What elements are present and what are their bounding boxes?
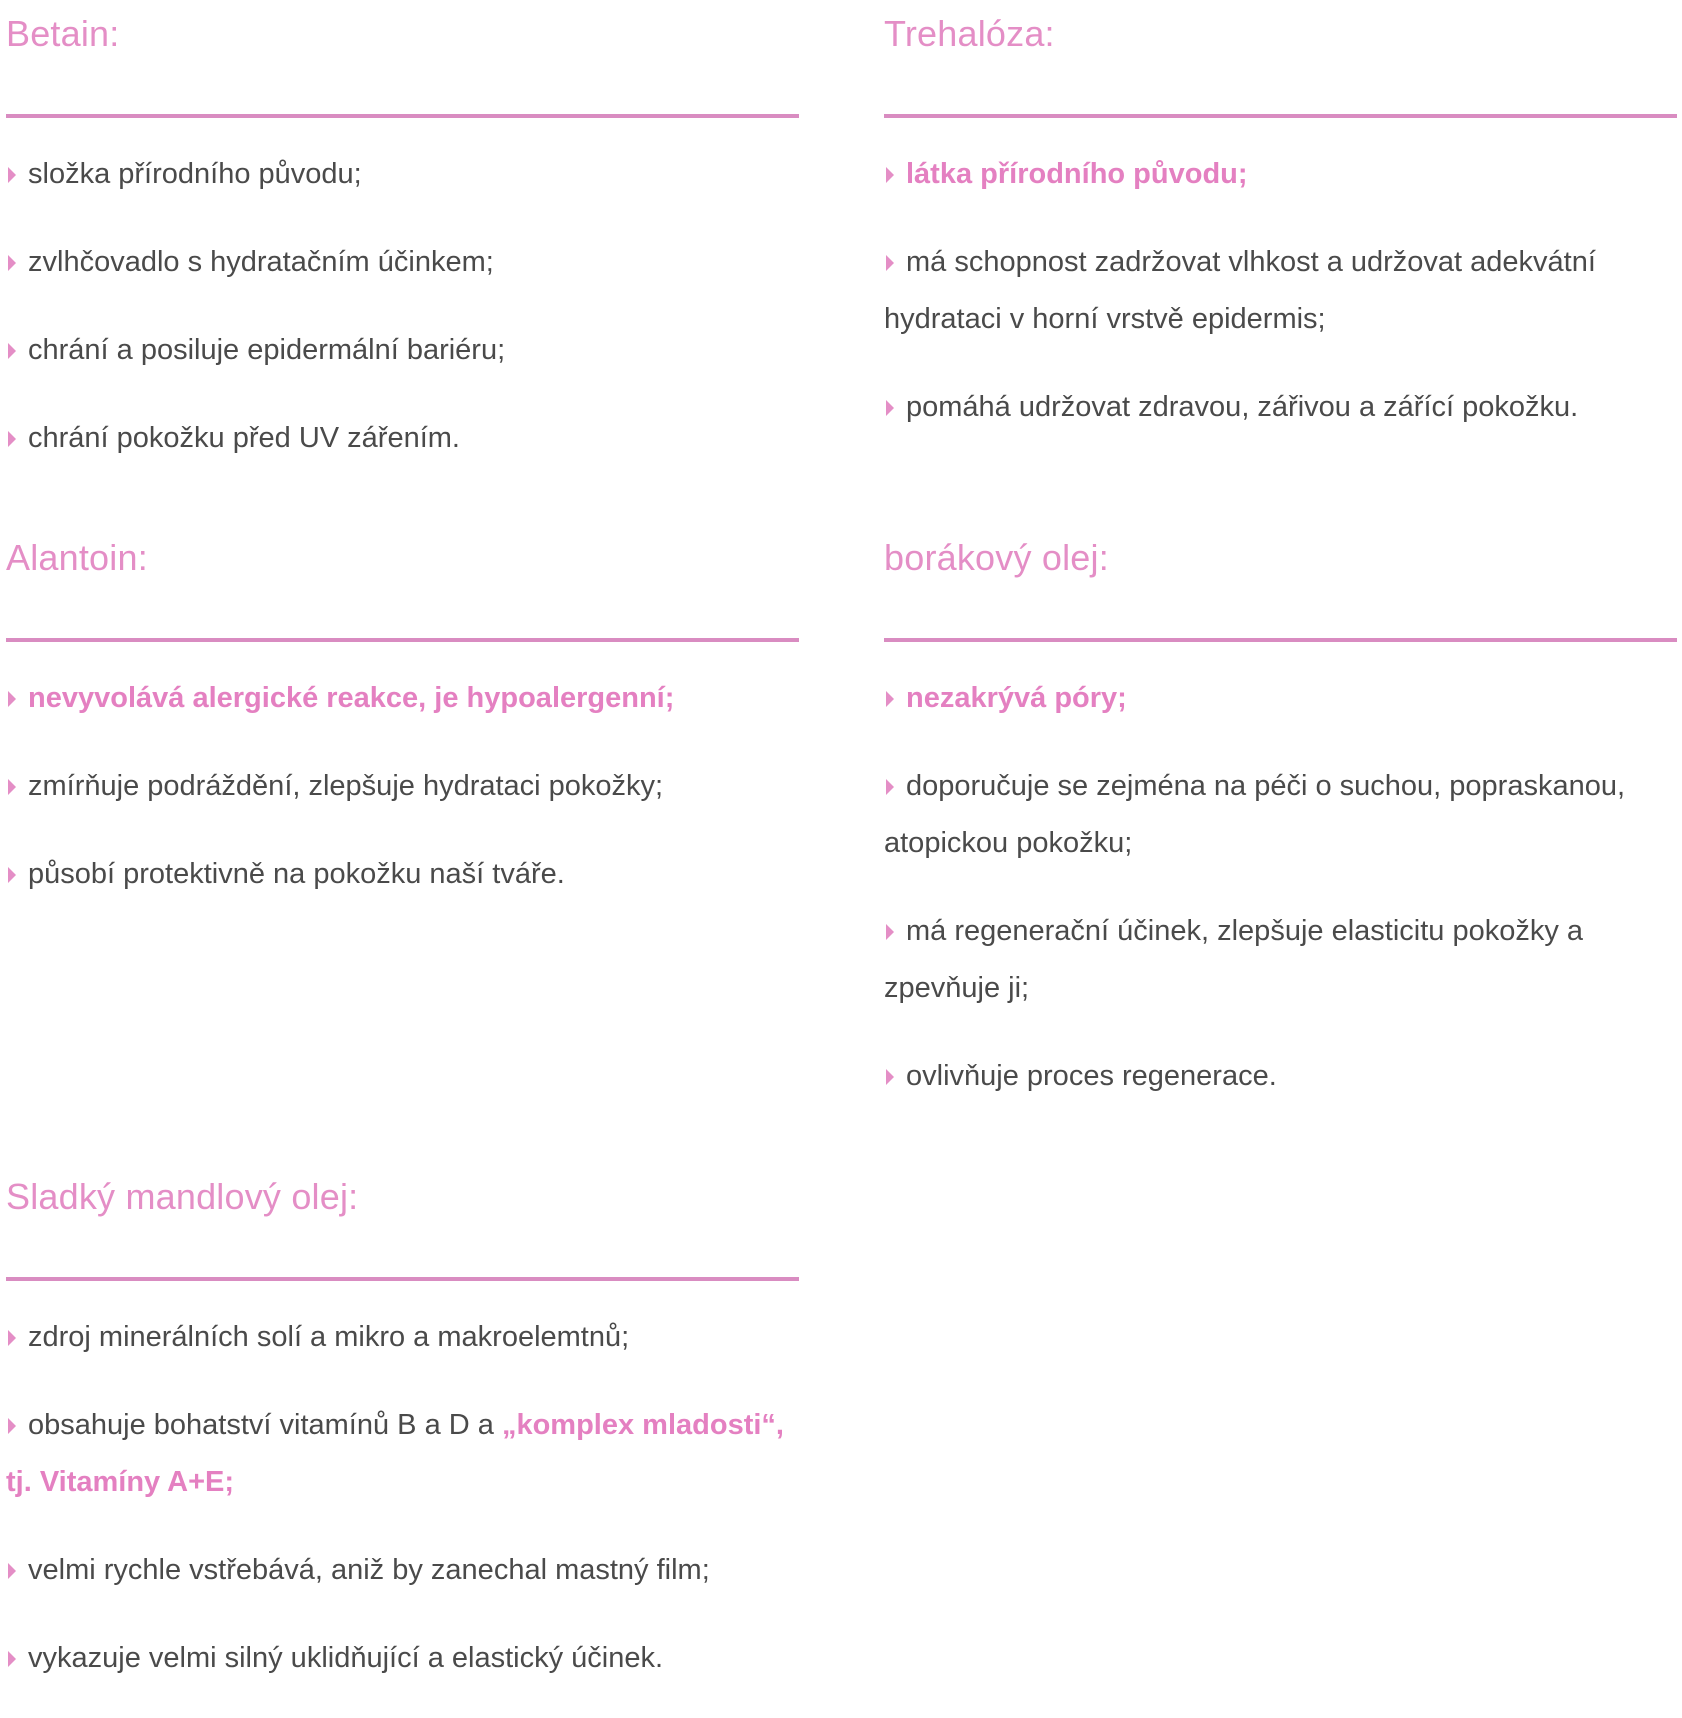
bullet-arrow-icon	[8, 343, 16, 359]
list-item	[6, 1309, 799, 1366]
item-list	[884, 146, 1677, 436]
list-item	[6, 1630, 799, 1687]
list-item	[884, 758, 1677, 872]
item-text-continued: zpevňuje ji;	[884, 972, 1030, 1004]
bullet-arrow-icon	[8, 1651, 16, 1667]
bullet-arrow-icon	[886, 167, 894, 183]
list-item	[884, 1048, 1677, 1105]
list-item	[884, 903, 1677, 1017]
section-title: Betain:	[6, 13, 120, 54]
bullet-arrow-icon	[886, 1069, 894, 1085]
section-borakovy-olej	[884, 536, 1677, 1105]
list-item	[6, 1542, 799, 1599]
section-title: Alantoin:	[6, 537, 148, 578]
list-item	[884, 379, 1677, 436]
list-item	[884, 234, 1677, 348]
item-list	[884, 670, 1677, 1105]
item-text: zmírňuje podráždění, zlepšuje hydrataci pokožky;	[28, 770, 664, 802]
bullet-arrow-icon	[8, 779, 16, 795]
section-title: Sladký mandlový olej:	[6, 1176, 359, 1217]
item-list	[6, 1309, 799, 1687]
bullet-arrow-icon	[8, 691, 16, 707]
divider	[6, 638, 799, 642]
bullet-arrow-icon	[886, 924, 894, 940]
item-text: ovlivňuje proces regenerace.	[906, 1060, 1277, 1092]
item-text: působí protektivně na pokožku naší tváře.	[28, 858, 565, 890]
divider	[884, 114, 1677, 118]
item-text-continued: atopickou pokožku;	[884, 827, 1133, 859]
bullet-arrow-icon	[886, 779, 894, 795]
bullet-arrow-icon	[8, 867, 16, 883]
list-item	[6, 846, 799, 903]
section-betain	[6, 12, 799, 467]
item-text: vykazuje velmi silný uklidňující a elastický účinek.	[28, 1642, 664, 1674]
item-text: nevyvolává alergické reakce, je hypoalergenní;	[28, 682, 675, 714]
bullet-arrow-icon	[8, 431, 16, 447]
list-item	[6, 670, 799, 727]
item-list	[6, 146, 799, 467]
bullet-arrow-icon	[886, 691, 894, 707]
list-item	[6, 146, 799, 203]
item-highlight: „komplex mladosti“,	[501, 1409, 784, 1441]
item-text: velmi rychle vstřebává, aniž by zanechal mastný film;	[28, 1554, 710, 1586]
item-text: doporučuje se zejména na péči o suchou, popraskanou,	[906, 770, 1626, 802]
bullet-arrow-icon	[8, 1563, 16, 1579]
list-item	[6, 410, 799, 467]
item-text: nezakrývá póry;	[906, 682, 1127, 714]
bullet-arrow-icon	[8, 1330, 16, 1346]
item-text-continued: hydrataci v horní vrstvě epidermis;	[884, 303, 1326, 335]
bullet-arrow-icon	[8, 1418, 16, 1434]
item-text: má schopnost zadržovat vlhkost a udržovat adekvátní	[906, 246, 1596, 278]
list-item	[884, 146, 1677, 203]
list-item	[6, 1397, 799, 1511]
item-text-continued: tj. Vitamíny A+E;	[6, 1466, 235, 1498]
bullet-arrow-icon	[8, 255, 16, 271]
item-text: zdroj minerálních solí a mikro a makroelemtnů;	[28, 1321, 630, 1353]
section-trehaloza	[884, 12, 1677, 436]
list-item	[6, 322, 799, 379]
list-item	[884, 670, 1677, 727]
divider	[6, 1277, 799, 1281]
section-sladky-mandlovy-olej	[6, 1175, 799, 1687]
item-text: obsahuje bohatství vitamínů B a D a	[28, 1409, 502, 1441]
divider	[6, 114, 799, 118]
item-text: pomáhá udržovat zdravou, zářivou a zářící pokožku.	[906, 391, 1579, 423]
item-text: složka přírodního původu;	[28, 158, 362, 190]
divider	[884, 638, 1677, 642]
item-text: má regenerační účinek, zlepšuje elasticitu pokožky a	[906, 915, 1584, 947]
bullet-arrow-icon	[886, 400, 894, 416]
item-text: chrání pokožku před UV zářením.	[28, 422, 460, 454]
list-item	[6, 758, 799, 815]
item-text: zvlhčovadlo s hydratačním účinkem;	[28, 246, 494, 278]
item-list	[6, 670, 799, 903]
section-alantoin	[6, 536, 799, 903]
item-text: chrání a posiluje epidermální bariéru;	[28, 334, 506, 366]
list-item	[6, 234, 799, 291]
section-title: borákový olej:	[884, 537, 1109, 578]
section-title: Trehalóza:	[884, 13, 1055, 54]
bullet-arrow-icon	[8, 167, 16, 183]
item-text: látka přírodního původu;	[906, 158, 1248, 190]
bullet-arrow-icon	[886, 255, 894, 271]
